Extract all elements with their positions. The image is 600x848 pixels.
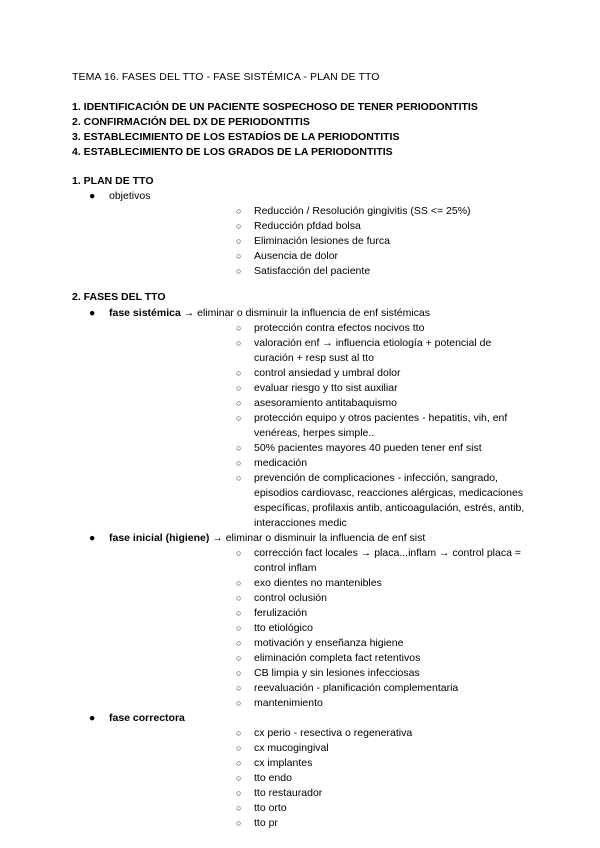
list-subitem: ○ eliminación completa fact retentivos [236,652,421,664]
section-fases-list [0,306,600,831]
bullet-icon: ● [89,712,96,724]
outline-item: 4. ESTABLECIMIENTO DE LOS GRADOS DE LA PERIODONTITIS [72,146,393,158]
circle-bullet-icon: ○ [236,368,242,378]
list-subitem: ○ tto pr [236,817,278,829]
circle-bullet-icon: ○ [236,338,242,348]
circle-bullet-icon: ○ [236,236,242,246]
list-subitem: ○ tto restaurador [236,787,323,799]
bullet-icon: ● [89,532,96,544]
list-subitem: ○ Reducción pfdad bolsa [236,220,361,232]
circle-bullet-icon: ○ [236,698,242,708]
list-subitem: ○ exo dientes no mantenibles [236,577,382,589]
list-subitem: ○ reevaluación - planificación complementaria [236,682,459,694]
outline-item: 2. CONFIRMACIÓN DEL DX DE PERIODONTITIS [72,116,310,128]
outline-item: 1. IDENTIFICACIÓN DE UN PACIENTE SOSPECHOSO DE TENER PERIODONTITIS [72,101,478,113]
circle-bullet-icon: ○ [236,818,242,828]
list-subitem: ○ 50% pacientes mayores 40 pueden tener enf sist [236,442,482,454]
list-subitem: ○ Eliminación lesiones de furca [236,235,390,247]
circle-bullet-icon: ○ [236,743,242,753]
phase-name: fase sistémica [109,307,181,319]
list-subitem: ○ tto etiológico [236,622,313,634]
list-subitem: ○ corrección fact locales → placa...inflam → control placa = control inflam [236,547,521,574]
list-subitem: ○ ferulización [236,607,308,619]
circle-bullet-icon: ○ [236,788,242,798]
list-subitem: ○ tto endo [236,772,292,784]
list-subitem: ○ medicación [236,457,308,469]
list-subitem: ○ Reducción / Resolución gingivitis (SS <= 25%) [236,205,471,217]
list-subitem: ○ asesoramiento antitabaquismo [236,397,398,409]
list-subitem: ○ protección contra efectos nocivos tto [236,322,425,334]
circle-bullet-icon: ○ [236,638,242,648]
list-subitem: ○ Satisfacción del paciente [236,265,371,277]
circle-bullet-icon: ○ [236,668,242,678]
circle-bullet-icon: ○ [236,683,242,693]
outline-list [72,100,478,160]
list-subitem: ○ prevención de complicaciones - infección, sangrado, episodios cardiovasc, reacciones alérgicas, medicaciones específicas, profilaxis antib, anticoagulación, estrés, antib, interacciones medic [236,472,525,529]
phase-name: fase correctora [109,712,185,724]
circle-bullet-icon: ○ [236,323,242,333]
circle-bullet-icon: ○ [236,608,242,618]
section-heading-plan: 1. PLAN DE TTO [72,175,154,187]
list-subitem: ○ Ausencia de dolor [236,250,339,262]
section-plan-list [0,189,600,279]
bullet-icon: ● [89,307,96,319]
circle-bullet-icon: ○ [236,443,242,453]
circle-bullet-icon: ○ [236,221,242,231]
circle-bullet-icon: ○ [236,473,242,483]
section-heading-fases: 2. FASES DEL TTO [72,291,166,303]
circle-bullet-icon: ○ [236,593,242,603]
circle-bullet-icon: ○ [236,653,242,663]
phase-item: ● fase inicial (higiene) → eliminar o disminuir la influencia de enf sist ○ corrección fact locales → placa...inflam → control placa = control inflam ○ exo dientes no mantenibles ○ control oclusión ○ ferulización ○ tto etiológico ○ motivación y enseñanza higiene ○ eliminación completa fact retentivos ○ CB limpia y sin lesiones infecciosas ○ reevaluación - planificación complementaria ○ mantenimiento [0,531,600,711]
list-subitem: ○ control ansiedad y umbral dolor [236,367,401,379]
circle-bullet-icon: ○ [236,251,242,261]
circle-bullet-icon: ○ [236,578,242,588]
list-subitem: ○ cx implantes [236,757,313,769]
phase-name: fase inicial (higiene) [109,532,210,544]
circle-bullet-icon: ○ [236,266,242,276]
list-item: ● objetivos ○ Reducción / Resolución gingivitis (SS <= 25%) ○ Reducción pfdad bolsa ○ Eliminación lesiones de furca ○ Ausencia de dolor ○ Satisfacción del paciente [0,189,600,279]
circle-bullet-icon: ○ [236,398,242,408]
circle-bullet-icon: ○ [236,623,242,633]
list-subitem: ○ evaluar riesgo y tto sist auxiliar [236,382,398,394]
list-subitem: ○ cx perio - resectiva o regenerativa [236,727,413,739]
bullet-icon: ● [89,190,96,202]
circle-bullet-icon: ○ [236,458,242,468]
list-subitem: ○ CB limpia y sin lesiones infecciosas [236,667,420,679]
circle-bullet-icon: ○ [236,758,242,768]
document-title: TEMA 16. FASES DEL TTO - FASE SISTÉMICA - PLAN DE TTO [72,71,380,83]
list-subitem: ○ valoración enf → influencia etiología + potencial de curación + resp sust al tto [236,337,492,364]
list-subitem: ○ protección equipo y otros pacientes - hepatitis, vih, enf venéreas, herpes simple.. [236,412,508,439]
circle-bullet-icon: ○ [236,413,242,423]
circle-bullet-icon: ○ [236,206,242,216]
list-subitem: ○ mantenimiento [236,697,323,709]
circle-bullet-icon: ○ [236,773,242,783]
list-subitem: ○ tto orto [236,802,287,814]
circle-bullet-icon: ○ [236,548,242,558]
phase-item: ● fase sistémica → eliminar o disminuir la influencia de enf sistémicas ○ protección contra efectos nocivos tto ○ valoración enf → influencia etiología + potencial de curación + resp sust al tto ○ control ansiedad y umbral dolor ○ evaluar riesgo y tto sist auxiliar ○ asesoramiento antitabaquismo ○ protección equipo y otros pacientes - hepatitis, vih, enf venéreas, herpes simple.. ○ 50% pacientes mayores 40 pueden tener enf sist ○ medicación ○ prevención de complicaciones - infección, sangrado, episodios cardiovasc, reacciones alérgicas, medicaciones específicas, profilaxis antib, anticoagulación, estrés, antib, interacciones medic [0,306,600,531]
circle-bullet-icon: ○ [236,383,242,393]
list-subitem: ○ motivación y enseñanza higiene [236,637,404,649]
outline-item: 3. ESTABLECIMIENTO DE LOS ESTADÍOS DE LA PERIODONTITIS [72,131,400,143]
list-subitem: ○ cx mucogingival [236,742,329,754]
list-subitem: ○ control oclusión [236,592,327,604]
circle-bullet-icon: ○ [236,728,242,738]
circle-bullet-icon: ○ [236,803,242,813]
phase-item [0,711,600,831]
